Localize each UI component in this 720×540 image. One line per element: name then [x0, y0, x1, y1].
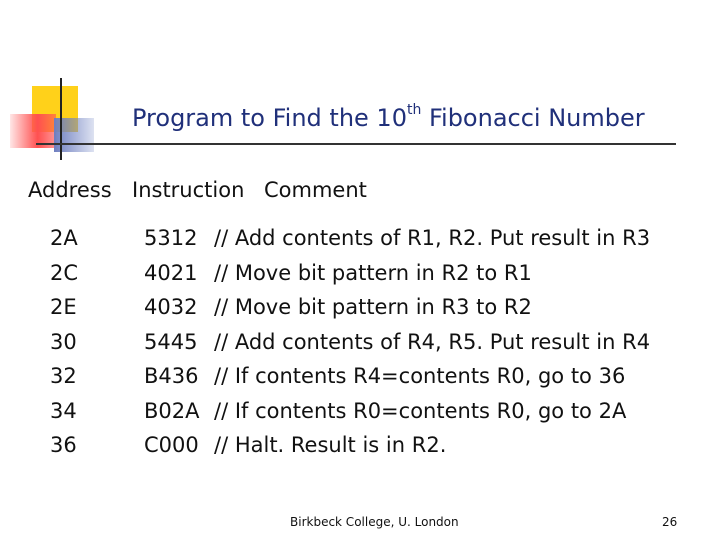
- page-title: [132, 104, 645, 132]
- header-instruction: Instruction: [132, 178, 245, 202]
- comment-cell: // Halt. Result is in R2.: [214, 433, 447, 457]
- page-number: 26: [662, 515, 678, 529]
- header-address: Address: [28, 178, 112, 202]
- comment-cell: // Add contents of R1, R2. Put result in R3: [214, 226, 651, 250]
- address-cell: 2C: [50, 260, 79, 285]
- instruction-cell: 4032: [144, 295, 198, 319]
- title-underline: [36, 143, 676, 145]
- address-cell: 2E: [50, 295, 77, 319]
- table-row: [0, 429, 720, 464]
- address-cell: 32: [50, 364, 77, 388]
- instruction-cell: B436: [144, 364, 199, 388]
- title-prefix: Program to Find the 10: [132, 104, 407, 132]
- table-row: [0, 360, 720, 395]
- table-row: [0, 291, 720, 326]
- table-row: [0, 222, 720, 257]
- address-cell: 34: [50, 398, 77, 423]
- title-suffix: Fibonacci Number: [421, 104, 645, 132]
- title-superscript: th: [406, 102, 422, 118]
- address-cell: 2A: [50, 226, 78, 250]
- comment-cell: // If contents R0=contents R0, go to 2A: [214, 398, 627, 423]
- decor-vertical-line: [60, 78, 62, 160]
- comment-cell: // Add contents of R4, R5. Put result in R4: [214, 329, 651, 354]
- instruction-cell: 4021: [144, 260, 198, 285]
- table-row: [0, 257, 720, 292]
- address-cell: 36: [50, 433, 77, 457]
- comment-cell: // Move bit pattern in R3 to R2: [214, 295, 532, 319]
- table-row: [0, 395, 720, 430]
- address-cell: 30: [50, 329, 77, 354]
- header-comment: Comment: [264, 178, 367, 202]
- comment-cell: // If contents R4=contents R0, go to 36: [214, 364, 626, 388]
- instruction-cell: 5445: [144, 329, 198, 354]
- instruction-cell: C000: [144, 433, 199, 457]
- table-row: [0, 326, 720, 361]
- footer-text: Birkbeck College, U. London: [290, 515, 459, 529]
- program-table: [0, 222, 720, 464]
- instruction-cell: B02A: [144, 398, 200, 423]
- instruction-cell: 5312: [144, 226, 198, 250]
- comment-cell: // Move bit pattern in R2 to R1: [214, 260, 532, 285]
